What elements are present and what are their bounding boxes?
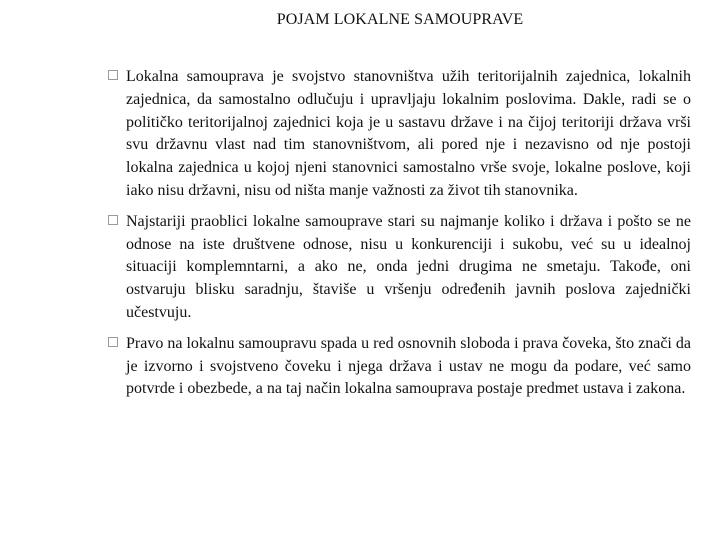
list-item [108, 66, 691, 203]
bullet-list [108, 66, 691, 409]
list-item [108, 211, 691, 325]
page-title: POJAM LOKALNE SAMOUPRAVE [276, 11, 524, 28]
list-item [108, 333, 691, 401]
bullet-text: Lokalna samouprava je svojstvo stanovništva užih teritorijalnih zajednica, lokalnih zajednica, da samostalno odlučuju i upravljaju lokalnim poslovima. Dakle, radi se o političko teritorijalnoj zajednici koja je u sastavu države i na čijoj teritoriji država vrši svu državnu vlast nad tim stanovništvom, ali pored nje i nezavisno od nje postoji lokalna zajednica u kojoj njeni stanovnici samostalno vrše svoje, lokalne poslove, koji iako nisu državni, nisu od ništa manje važnosti za život tih stanovnika. [126, 68, 691, 199]
square-bullet-icon [108, 70, 118, 80]
square-bullet-icon [108, 337, 118, 347]
bullet-text: Najstariji praoblici lokalne samouprave stari su najmanje koliko i država i pošto se ne odnose na iste društvene odnose, nisu u konkurenciji i sukobu, već su u idealnoj situaciji komplemntarni, a ako ne, onda jedni drugima ne smetaju. Takođe, oni ostvaruju blisku saradnju, štaviše u vršenju određenih javnih poslova zajednički učestvuju. [126, 212, 691, 321]
square-bullet-icon [108, 215, 118, 225]
bullet-text: Pravo na lokalnu samoupravu spada u red osnovnih sloboda i prava čoveka, što znači da je izvorno i svojstveno čoveku i njega država i ustav ne mogu da podare, već samo potvrde i obezbede, a na taj način lokalna samouprava postaje predmet ustava i zakona. [126, 334, 691, 398]
